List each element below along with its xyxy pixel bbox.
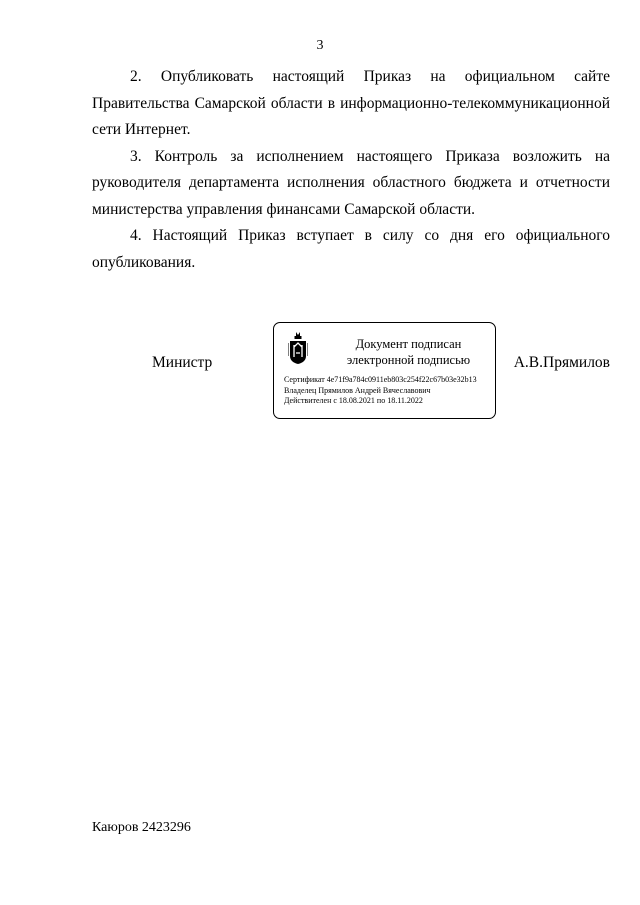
stamp-validity: Действителен с 18.08.2021 по 18.11.2022	[284, 396, 423, 405]
stamp-title-line1: Документ подписан	[355, 337, 462, 351]
paragraph-control: 3. Контроль за исполнением настоящего Приказа возложить на руководителя департамента исполнения областного бюджета и отчетности министерства управления финансами Самарской области.	[92, 147, 610, 218]
stamp-certificate-details	[284, 375, 494, 407]
executor-footer: Каюров 2423296	[92, 820, 191, 835]
signer-name: А.В.Прямилов	[513, 354, 610, 371]
paragraph-publish: 2. Опубликовать настоящий Приказ на официальном сайте Правительства Самарской области в информационно-телекоммуникационной сети Интернет.	[92, 68, 610, 138]
stamp-owner: Владелец Прямилов Андрей Вячеславович	[284, 385, 431, 395]
document-body	[92, 64, 610, 276]
signer-position: Министр	[152, 354, 213, 371]
page-number: 3	[316, 38, 324, 53]
stamp-title	[326, 336, 491, 368]
samara-coat-of-arms-icon	[288, 331, 308, 365]
electronic-signature-stamp	[273, 322, 496, 419]
stamp-title-line2: электронной подписью	[346, 353, 471, 367]
stamp-certificate: Сертификат 4e71f9a784c0911eb803c254f22c67b03e32b13	[284, 375, 477, 384]
signature-block	[0, 322, 640, 422]
paragraph-effective: 4. Настоящий Приказ вступает в силу со дня его официального опубликования.	[92, 227, 610, 271]
